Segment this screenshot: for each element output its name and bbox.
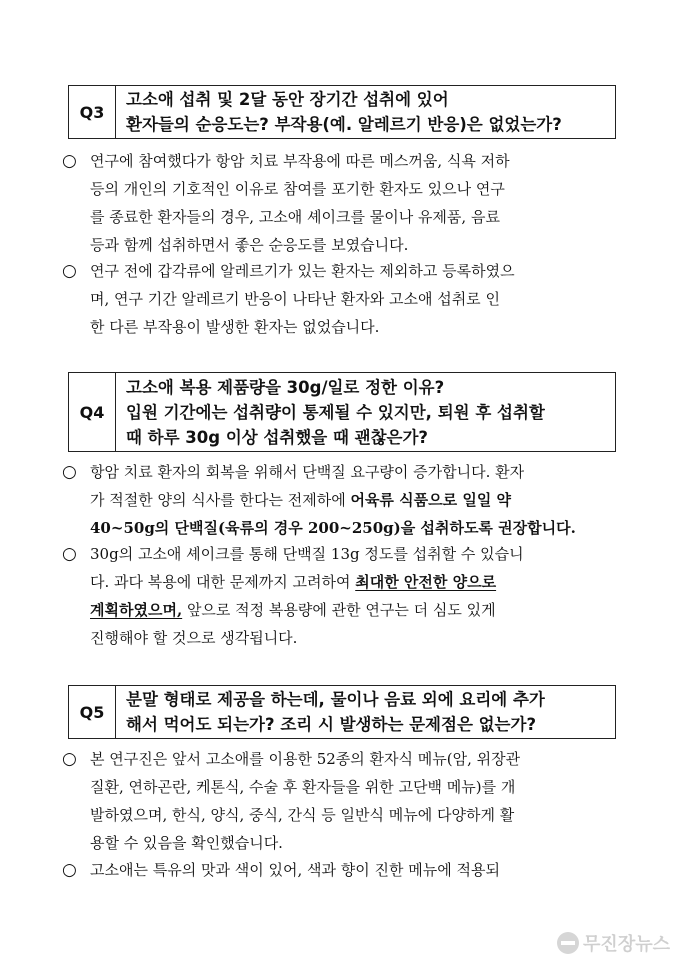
answer-text: 앞으로 적정 복용량에 관한 연구는 더 심도 있게	[182, 601, 496, 619]
answer-line: 용할 수 있음을 확인했습니다.	[90, 834, 283, 852]
answer-line: 를 종료한 환자들의 경우, 고소애 셰이크를 물이나 유제품, 음료	[90, 208, 500, 226]
answer-line: 연구에 참여했다가 항암 치료 부작용에 따른 메스꺼움, 식욕 저하	[90, 152, 510, 170]
question-line: 해서 먹어도 되는가? 조리 시 발생하는 문제점은 없는가?	[126, 715, 537, 734]
answer-emphasis-underlined: 최대한 안전한 양으로	[355, 573, 497, 591]
watermark	[557, 930, 670, 956]
question-label: Q4	[69, 373, 116, 451]
answer-emphasis: 40~50g의 단백질(육류의 경우 200~250g)을 섭취하도록 권장합니다.	[90, 519, 576, 537]
question-box-q3	[68, 85, 616, 139]
answer-text: 다. 과다 복용에 대한 문제까지 고려하여	[90, 573, 356, 591]
question-line: 분말 형태로 제공을 하는데, 물이나 음료 외에 요리에 추가	[126, 690, 545, 709]
answer-line: 등과 함께 섭취하면서 좋은 순응도를 보였습니다.	[90, 236, 409, 254]
bullet-circle-icon: ○	[62, 261, 77, 281]
question-line: 고소애 섭취 및 2달 동안 장기간 섭취에 있어	[126, 90, 449, 109]
answer-line: 진행해야 할 것으로 생각됩니다.	[90, 629, 298, 647]
answer-text: 가 적절한 양의 식사를 한다는 전제하에	[90, 491, 351, 509]
answer-emphasis-underlined: 계획하였으며,	[90, 601, 183, 619]
question-text	[116, 686, 615, 738]
answer-line: 발하였으며, 한식, 양식, 중식, 간식 등 일반식 메뉴에 다양하게 활	[90, 806, 515, 824]
bullet-circle-icon: ○	[62, 860, 77, 880]
answer-line: 고소애는 특유의 맛과 색이 있어, 색과 향이 진한 메뉴에 적용되	[90, 861, 500, 879]
answer-item	[62, 856, 620, 884]
question-label: Q5	[69, 686, 116, 738]
answer-line: 며, 연구 기간 알레르기 반응이 나타난 환자와 고소애 섭취로 인	[90, 290, 500, 308]
bullet-circle-icon: ○	[62, 544, 77, 564]
question-text	[116, 86, 615, 138]
answer-item	[62, 745, 620, 857]
watermark-text: 무진장뉴스	[583, 934, 670, 955]
answer-line	[62, 568, 620, 596]
bullet-circle-icon: ○	[62, 462, 77, 482]
answer-item	[62, 147, 620, 259]
bullet-circle-icon: ○	[62, 749, 77, 769]
question-line: 때 하루 30g 이상 섭취했을 때 괜찮은가?	[126, 427, 428, 447]
answer-line: 등의 개인의 기호적인 이유로 참여를 포기한 환자도 있으나 연구	[90, 180, 505, 198]
question-box-q4	[68, 372, 616, 452]
question-label: Q3	[69, 86, 116, 138]
question-line: 입원 기간에는 섭취량이 통제될 수 있지만, 퇴원 후 섭취할	[126, 402, 545, 422]
watermark-logo-icon	[557, 932, 579, 954]
answer-line: 30g의 고소애 셰이크를 통해 단백질 13g 정도를 섭취할 수 있습니	[90, 545, 524, 563]
answer-line: 항암 치료 환자의 회복을 위해서 단백질 요구량이 증가합니다. 환자	[90, 463, 525, 481]
answer-item	[62, 257, 620, 341]
answer-emphasis: 어육류 식품으로 일일 약	[350, 491, 512, 509]
bullet-circle-icon: ○	[62, 151, 77, 171]
question-line: 고소애 복용 제품량을 30g/일로 정한 이유?	[126, 377, 445, 397]
question-text	[116, 373, 615, 451]
answer-item	[62, 540, 620, 652]
answer-line: 한 다른 부작용이 발생한 환자는 없었습니다.	[90, 318, 380, 336]
answer-line	[62, 596, 620, 624]
answer-line: 본 연구진은 앞서 고소애를 이용한 52종의 환자식 메뉴(암, 위장관	[90, 750, 521, 768]
answer-line	[62, 486, 620, 514]
question-line: 환자들의 순응도는? 부작용(예. 알레르기 반응)은 없었는가?	[126, 115, 562, 134]
answer-item	[62, 458, 620, 542]
question-box-q5	[68, 685, 616, 739]
answer-line: 질환, 연하곤란, 케톤식, 수술 후 환자들을 위한 고단백 메뉴)를 개	[90, 778, 516, 796]
answer-line: 연구 전에 갑각류에 알레르기가 있는 환자는 제외하고 등록하였으	[90, 262, 515, 280]
